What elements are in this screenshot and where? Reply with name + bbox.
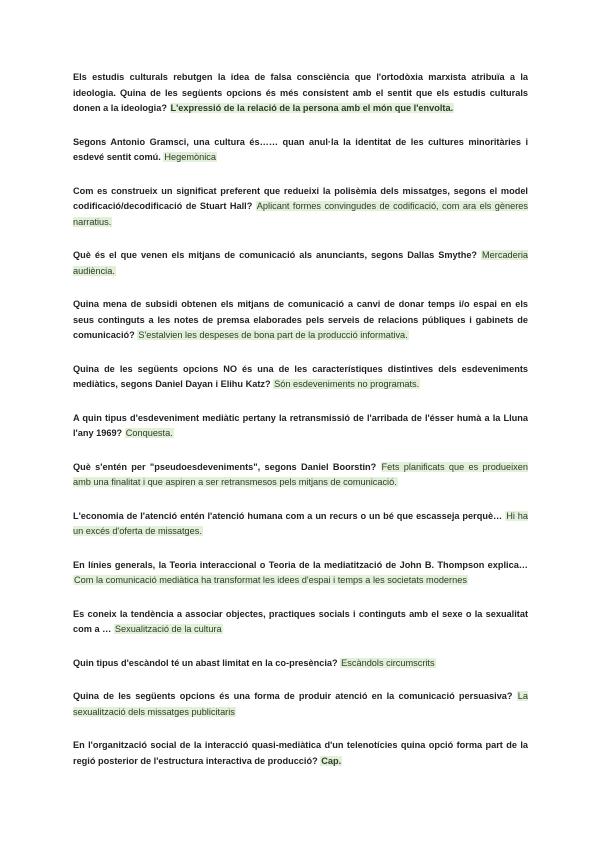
answer-highlight: S'estalvien les despeses de bona part de la producció informativa. — [138, 330, 408, 340]
question-text: Quina de les següents opcions NO és una de les característiques distintives dels esdeveniments mediàtics, segons Daniel Dayan i Elihu Katz? — [73, 363, 528, 389]
question-text: Quina de les següents opcions és una forma de produir atenció en la comunicació persuasiva? — [73, 691, 513, 701]
answer-highlight: Escàndols circumscrits — [341, 657, 435, 668]
question-text: A quin tipus d'esdeveniment mediàtic pertany la retransmissió de l'arribada de l'ésser humà a la Lluna l'any 1969? — [73, 412, 528, 438]
qa-item — [73, 738, 528, 769]
answer-highlight: Sexualització de la cultura — [114, 624, 222, 634]
answer-highlight: Com la comunicació mediàtica ha transformat les idees d'espai i temps a les societats modernes — [74, 575, 467, 585]
answer-highlight: Conquesta. — [125, 428, 173, 438]
answer-highlight: Fets planificats que es produeixen amb una finalitat i que aspiren a ser retransmesos pels mitjans de comunicació. — [73, 461, 528, 487]
answer-highlight: Cap. — [321, 755, 342, 766]
question-text: En línies generals, la Teoria interaccional o Teoria de la mediatització de John B. Thompson explica… — [73, 559, 528, 570]
qa-item — [73, 135, 528, 166]
question-text: Segons Antonio Gramsci, una cultura és…… quan anul·la la identitat de les cultures minoritàries i esdevé sentit comú. — [73, 136, 528, 162]
answer-highlight: Hegemònica — [164, 152, 216, 162]
answer-highlight: Aplicant formes convingudes de codificació, com ara els gèneres narratius. — [73, 201, 528, 227]
qa-item — [73, 558, 528, 589]
qa-item — [73, 184, 528, 231]
answer-highlight: L'expressió de la relació de la persona amb el món que l'envolta. — [170, 103, 454, 113]
qa-item — [73, 70, 528, 117]
question-text: Els estudis culturals rebutgen la idea de falsa consciència que l'ortodòxia marxista atribuïa a la ideologia. Quina de les següents opcions és més consistent amb el sentit que els estudis culturals donen a la ideologia? — [73, 72, 528, 113]
question-text: En l'organització social de la interacció quasi-mediàtica d'un telenotícies quina opció forma part de la regió posterior de l'estructura interactiva de producció? — [73, 740, 528, 766]
qa-item — [73, 411, 528, 442]
question-text: Quina mena de subsidi obtenen els mitjans de comunicació a canvi de donar temps i/o espai en els seus continguts a les notes de premsa elaborades pels serveis de relacions públiques i gabinets de comunicació? — [73, 299, 528, 340]
qa-item — [73, 689, 528, 720]
question-text: Com es construeix un significat preferent que redueixi la polisèmia dels missatges, segons el model codificació/decodificació de Stuart Hall? — [73, 185, 528, 211]
question-text: Què s'entén per "pseudoesdeveniments", segons Daniel Boorstin? — [73, 461, 377, 472]
qa-item — [73, 248, 528, 279]
qa-item — [73, 509, 528, 540]
question-text: L'economia de l'atenció entén l'atenció humana com a un recurs o un bé que escasseja perquè… — [73, 510, 503, 521]
answer-highlight: Hi ha un excés d'oferta de missatges. — [73, 510, 529, 536]
question-text: Es coneix la tendència a associar objectes, practiques socials i continguts amb el sexe o la sexualitat com a … — [73, 608, 528, 634]
qa-list — [73, 70, 528, 787]
qa-item — [73, 362, 528, 393]
qa-item — [73, 460, 528, 491]
qa-item — [73, 656, 528, 672]
question-text: Què és el que venen els mitjans de comunicació als anunciants, segons Dallas Smythe? — [73, 250, 478, 260]
answer-highlight: Mercaderia audiència. — [73, 250, 528, 276]
qa-item — [73, 607, 528, 638]
answer-highlight: La sexualització dels missatges publicitaris — [73, 691, 528, 717]
qa-item — [73, 297, 528, 344]
answer-highlight: Són esdeveniments no programats. — [274, 379, 420, 389]
question-text: Quin tipus d'escàndol té un abast limitat en la co-presència? — [73, 657, 338, 668]
